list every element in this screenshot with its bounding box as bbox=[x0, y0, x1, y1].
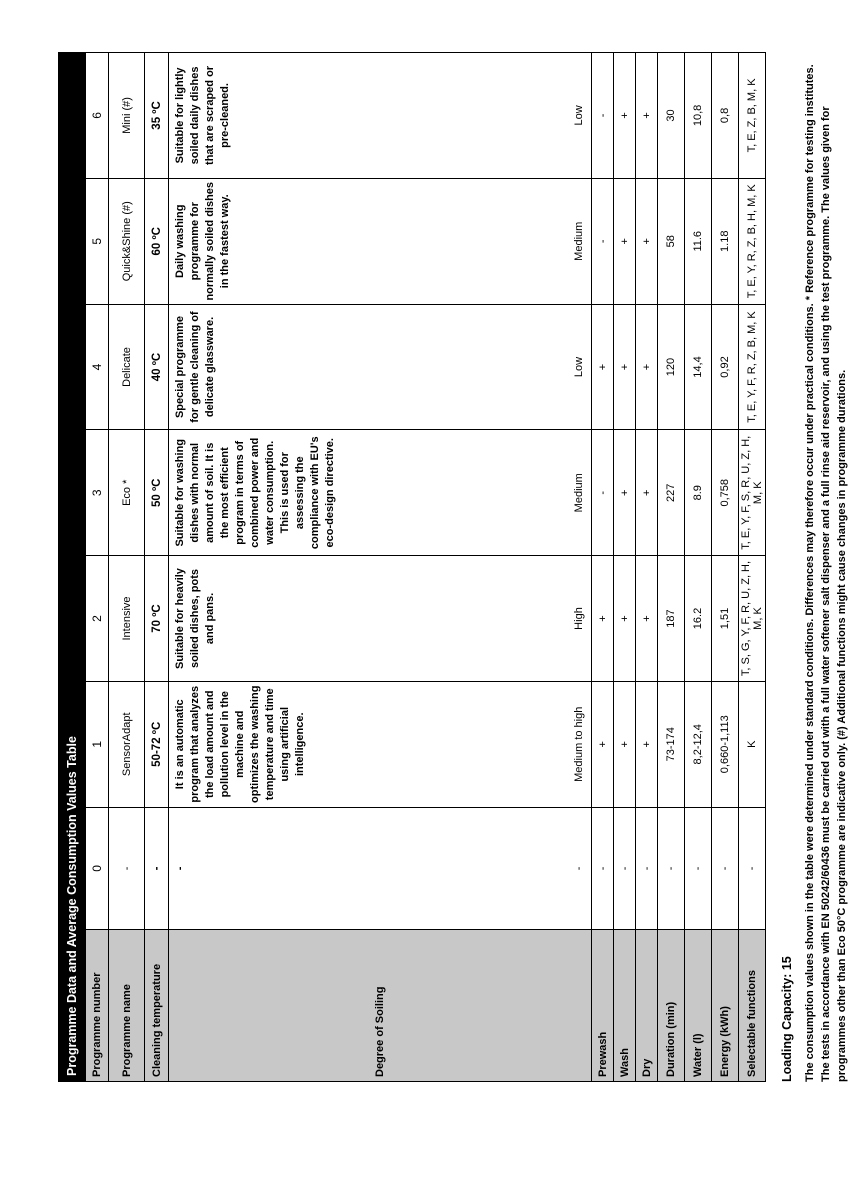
table-cell: 1,51 bbox=[712, 556, 739, 682]
table-cell: 187 bbox=[658, 556, 685, 682]
table-cell: 120 bbox=[658, 304, 685, 430]
table-cell: + bbox=[614, 304, 636, 430]
table-cell: T, E, Z, B, M, K bbox=[739, 53, 766, 179]
table-cell: - bbox=[636, 807, 658, 930]
soiling-cell bbox=[169, 556, 592, 682]
table-cell: 8,2-12,4 bbox=[685, 681, 712, 807]
table-cell: + bbox=[636, 556, 658, 682]
rotated-page bbox=[58, 0, 848, 1082]
soiling-cell bbox=[169, 304, 592, 430]
table-cell: + bbox=[614, 556, 636, 682]
table-cell: - bbox=[592, 53, 614, 179]
programme-description: - bbox=[174, 866, 186, 871]
soiling-level: Low bbox=[573, 356, 585, 378]
soiling-level: Medium to high bbox=[573, 706, 585, 782]
table-cell: T, E, Y, R, Z, B, H, M, K bbox=[739, 178, 766, 304]
table-cell: T, E, Y, F, R, Z, B, M, K bbox=[739, 304, 766, 430]
table-cell: 11.6 bbox=[685, 178, 712, 304]
table-cell: + bbox=[614, 53, 636, 179]
table-cell: 2 bbox=[86, 556, 109, 682]
table-cell: 6 bbox=[86, 53, 109, 179]
row-label: Energy (kWh) bbox=[712, 930, 739, 1082]
table-cell: Quick&Shine (#) bbox=[109, 178, 145, 304]
table-cell: - bbox=[592, 178, 614, 304]
row-label: Degree of Soiling bbox=[169, 930, 592, 1082]
table-cell: 0,660-1,113 bbox=[712, 681, 739, 807]
table-cell: Delicate bbox=[109, 304, 145, 430]
row-prewash bbox=[592, 53, 614, 1082]
table-cell: Intensive bbox=[109, 556, 145, 682]
table-cell: + bbox=[592, 304, 614, 430]
table-cell: 1 bbox=[86, 681, 109, 807]
row-water bbox=[685, 53, 712, 1082]
table-cell: 0,92 bbox=[712, 304, 739, 430]
programme-description: It is an automatic program that analyzes the load amount and pollution level in the machine and optimizes the washing temperature and time using artificial intelligence. bbox=[174, 685, 306, 803]
table-cell: 73-174 bbox=[658, 681, 685, 807]
row-label: Water (l) bbox=[685, 930, 712, 1082]
soiling-level: Medium bbox=[573, 221, 585, 261]
row-energy bbox=[712, 53, 739, 1082]
table-cell: 35 ºC bbox=[145, 53, 169, 179]
footnote-text: The consumption values shown in the table were determined under standard conditions. Differences may therefore occur under practical conditions. * Reference programme for testing institutes. The tests in accordance with EN 50242/60436 must be carried out with a full water softener salt dispenser and a full rinse aid reservoir, and using the test programme. The values given for programmes other than Eco 50°C programme are indicative only. (#) Additional functions might cause changes in programme durations. bbox=[804, 64, 848, 1082]
table-cell: 8.9 bbox=[685, 430, 712, 556]
table-cell: SensorAdapt bbox=[109, 681, 145, 807]
soiling-cell bbox=[169, 807, 592, 930]
table-cell: - bbox=[614, 807, 636, 930]
soiling-level: - bbox=[573, 866, 585, 871]
soiling-cell bbox=[169, 53, 592, 179]
row-programme-name bbox=[109, 53, 145, 1082]
programme-description: Suitable for washing dishes with normal amount of soil. It is the most efficient program in terms of combined power and water consumption. This is used for assessing the compliance with EU's eco-design directive. bbox=[174, 436, 336, 550]
table-cell: + bbox=[636, 53, 658, 179]
table-cell: 50-72 ºC bbox=[145, 681, 169, 807]
table-cell: + bbox=[614, 430, 636, 556]
soiling-cell bbox=[169, 178, 592, 304]
programme-description: Special programme for gentle cleaning of delicate glassware. bbox=[174, 311, 216, 423]
table-cell: Eco * bbox=[109, 430, 145, 556]
table-cell: 227 bbox=[658, 430, 685, 556]
programme-description: Suitable for heavily soiled dishes, pots and pans. bbox=[174, 568, 216, 669]
table-cell: K bbox=[739, 681, 766, 807]
table-cell: + bbox=[614, 681, 636, 807]
table-cell: + bbox=[636, 304, 658, 430]
table-cell: - bbox=[592, 807, 614, 930]
loading-capacity: Loading Capacity: 15 bbox=[780, 956, 794, 1082]
row-dry bbox=[636, 53, 658, 1082]
row-wash bbox=[614, 53, 636, 1082]
programme-description: Suitable for lightly soiled daily dishes that are scraped or pre-cleaned. bbox=[174, 65, 231, 165]
soiling-level: Low bbox=[573, 105, 585, 126]
soiling-level: Medium bbox=[573, 473, 585, 513]
table-cell: 5 bbox=[86, 178, 109, 304]
row-degree-of-soiling bbox=[169, 53, 592, 1082]
soiling-cell bbox=[169, 681, 592, 807]
soiling-level: High bbox=[573, 607, 585, 630]
table-cell: - bbox=[145, 807, 169, 930]
table-cell: + bbox=[636, 430, 658, 556]
table-cell: - bbox=[712, 807, 739, 930]
table-cell: 70 ºC bbox=[145, 556, 169, 682]
table-cell: - bbox=[592, 430, 614, 556]
row-selectable-functions bbox=[739, 53, 766, 1082]
table-cell: 1.18 bbox=[712, 178, 739, 304]
programme-description: Daily washing programme for normally soiled dishes in the fastest way. bbox=[174, 181, 231, 301]
row-label: Wash bbox=[614, 930, 636, 1082]
table-cell: 58 bbox=[658, 178, 685, 304]
row-label: Programme name bbox=[109, 930, 145, 1082]
table-cell: 40 ºC bbox=[145, 304, 169, 430]
row-label: Prewash bbox=[592, 930, 614, 1082]
table-cell: + bbox=[636, 681, 658, 807]
table-cell: - bbox=[739, 807, 766, 930]
table-cell: + bbox=[636, 178, 658, 304]
table-cell: + bbox=[614, 178, 636, 304]
table-cell: 30 bbox=[658, 53, 685, 179]
table-cell: + bbox=[592, 681, 614, 807]
table-cell: Mini (#) bbox=[109, 53, 145, 179]
table-cell: - bbox=[685, 807, 712, 930]
notes-section bbox=[780, 52, 850, 1082]
table-cell: 60 ºC bbox=[145, 178, 169, 304]
row-cleaning-temperature bbox=[145, 53, 169, 1082]
soiling-cell bbox=[169, 430, 592, 556]
table-cell: 0 bbox=[86, 807, 109, 930]
table-cell: - bbox=[109, 807, 145, 930]
table-title: Programme Data and Average Consumption Values Table bbox=[59, 53, 86, 1082]
table-cell: 14,4 bbox=[685, 304, 712, 430]
table-cell: 10,8 bbox=[685, 53, 712, 179]
table-cell: 0,758 bbox=[712, 430, 739, 556]
table-cell: 16.2 bbox=[685, 556, 712, 682]
table-cell: + bbox=[592, 556, 614, 682]
row-label: Duration (min) bbox=[658, 930, 685, 1082]
table-cell: - bbox=[658, 807, 685, 930]
table-cell: T, S, G, Y, F, R, U, Z, H, M, K bbox=[739, 556, 766, 682]
row-duration bbox=[658, 53, 685, 1082]
table-cell: 0,8 bbox=[712, 53, 739, 179]
row-label: Programme number bbox=[86, 930, 109, 1082]
table-cell: 4 bbox=[86, 304, 109, 430]
row-label: Selectable functions bbox=[739, 930, 766, 1082]
programme-table bbox=[58, 52, 766, 1082]
table-cell: 50 ºC bbox=[145, 430, 169, 556]
table-cell: T, E, Y, F, S, R, U, Z, H, M, K bbox=[739, 430, 766, 556]
table-cell: 3 bbox=[86, 430, 109, 556]
row-programme-number bbox=[86, 53, 109, 1082]
row-label: Cleaning temperature bbox=[145, 930, 169, 1082]
row-label: Dry bbox=[636, 930, 658, 1082]
